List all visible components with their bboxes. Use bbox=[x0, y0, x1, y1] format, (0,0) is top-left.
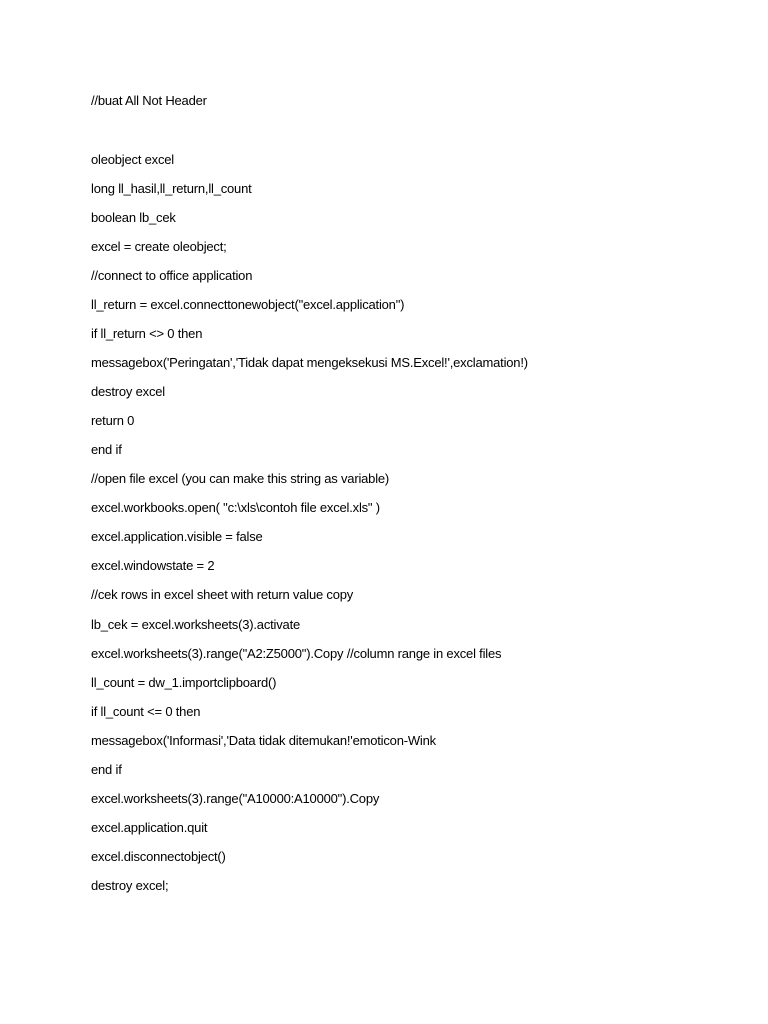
code-line: excel = create oleobject; bbox=[91, 239, 227, 254]
code-line: ll_return = excel.connecttonewobject("excel.application") bbox=[91, 297, 405, 312]
code-line: lb_cek = excel.worksheets(3).activate bbox=[91, 617, 301, 632]
code-line: //connect to office application bbox=[91, 268, 253, 283]
code-line: excel.workbooks.open( "c:\xls\contoh file excel.xls" ) bbox=[91, 500, 380, 515]
code-line: //cek rows in excel sheet with return value copy bbox=[91, 587, 354, 602]
code-line: //buat All Not Header bbox=[91, 93, 207, 108]
code-line: oleobject excel bbox=[91, 152, 174, 167]
code-line: destroy excel; bbox=[91, 878, 169, 893]
code-line: end if bbox=[91, 442, 122, 457]
code-line: long ll_hasil,ll_return,ll_count bbox=[91, 181, 252, 196]
code-line: excel.application.quit bbox=[91, 820, 208, 835]
code-line: excel.windowstate = 2 bbox=[91, 558, 215, 573]
code-line: boolean lb_cek bbox=[91, 210, 176, 225]
code-line: if ll_count <= 0 then bbox=[91, 704, 201, 719]
code-line: ll_count = dw_1.importclipboard() bbox=[91, 675, 277, 690]
code-line: destroy excel bbox=[91, 384, 165, 399]
code-line: messagebox('Peringatan','Tidak dapat mengeksekusi MS.Excel!',exclamation!) bbox=[91, 355, 528, 370]
code-line: //open file excel (you can make this string as variable) bbox=[91, 471, 390, 486]
code-line: excel.worksheets(3).range("A2:Z5000").Copy //column range in excel files bbox=[91, 646, 502, 661]
code-line: return 0 bbox=[91, 413, 135, 428]
code-line: excel.disconnectobject() bbox=[91, 849, 226, 864]
code-line: if ll_return <> 0 then bbox=[91, 326, 203, 341]
code-line: messagebox('Informasi','Data tidak ditemukan!'emoticon-Wink bbox=[91, 733, 436, 748]
code-line: excel.worksheets(3).range("A10000:A10000").Copy bbox=[91, 791, 380, 806]
code-line: end if bbox=[91, 762, 122, 777]
code-line: excel.application.visible = false bbox=[91, 529, 263, 544]
